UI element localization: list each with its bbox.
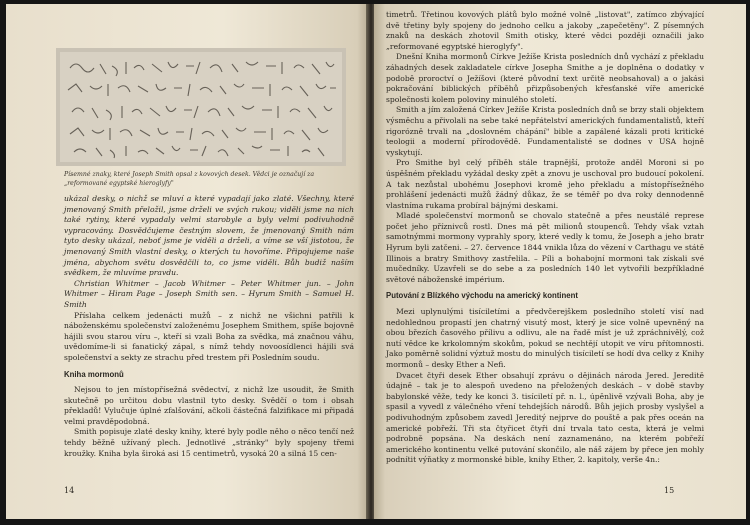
witness-testimony: ukázal desky, o nichž se mluví a které vypadají jako zlaté. Všechny, které jmenovaný Smith přeložil, jsme drželi ve svých rukou; viděli jsme na nich také rytiny, které vypadaly velmi starobyle a byly velmi podivuhodně vypracovány. Dosvědčujeme čestným slovem, že jmenovaný Smith nám tyto desky ukázal, neboť jsme je viděli a drželi, a víme se vší jistotou, že jmenovaný Smith vlastní desky, o kterých tu hovoříme. Připojujeme naše jména, abychom světu dosvědčili to, co jsme viděli. Bůh budiž naším svědkem, že mluvíme pravdu.	[64, 194, 354, 278]
paragraph: Smith a jím založená Církev Ježíše Krista posledních dnů se brzy stali objektem výsměchu a přivolali na sebe také nepřátelství amerických fundamentalistů, kteří rigorózně trvali na „doslovném chápání" bible a zapálené kázali proti kritické teologii a moderní přírodovědě. Fundamentalisté se dodnes v USA hojně vyskytují.	[386, 105, 704, 157]
paragraph: Mladé společenství mormonů se chovalo statečně a přes neustálé represe počet jeho příznivců rostl. Dnes má pět milionů stoupenců. Tehdy však vztah samotnýmmi mormony vyprahly spory, které vedly k tomu, že Joseph a jeho bratr Hyrum byli zatčeni. – 27. července 1844 vnikla lůza do vězení v Carthagu ve státě Illinois a bratry Smithovy zastřelila. – Píli a bohabojní mormoni tak získali své mučedníky. Uzavřeli se do sebe a za posledních 140 let vytvořili bezpříkladné světové náboženské impérium.	[386, 211, 704, 284]
paragraph: Smith popisuje zlaté desky knihy, které byly podle něho o něco tenčí než tehdy běžně užívaný plech. Jednotlivé „stránky" byly spojeny třemi kroužky. Kniha byla široká asi 15 centimetrů, vysoká 20 a silná 15 cen-	[64, 427, 354, 458]
engraved-plate-illustration	[56, 48, 346, 166]
paragraph: Dnešní Kniha mormonů Církve Ježíše Krista posledních dnů vychází z překladu záhadných desek zakladatele církve Josepha Smithe a je doplněna o dodatky v podobě proroctví o Ježíšovi (které původní text určitě neobsahoval) a o jakási pokračování biblických příběhů přizpůsobených křesťanské víře americké společnosti kolem poloviny minulého století.	[386, 52, 704, 104]
book-spread	[6, 4, 746, 519]
paragraph: Pro Smithe byl celý příběh stále trapnější, protože anděl Moroni si po úspěšném překladu vyžádal desky zpět a znovu je uschoval pro budoucí pokolení. A tak nezůstal ubohému Josephovi kromě jeho překladu a místopřísežného prohlášení jedenácti mužů žádný důkaz, že se téměř po dva roky dennodenně vlastníma rukama probíral bájnými deskami.	[386, 158, 704, 210]
paragraph: Mezi uplynulými tisíciletími a předvčerejškem posledního století visí nad nedohlednou propastí jen chatrný visutý most, který je sice volně upevněný na obou březích časového přílivu a odlivu, ale na řadě míst je už zpráchnivělý, což nutí vědce ke krkolomným skokům, pokud se nechtějí utopit ve víru přítomnosti. Jako poměrně solidní výztuž mostu do minulých tisíciletí se hodí dva celky z Knihy mormonů – desky Ether a Nefi.	[386, 307, 704, 369]
section-heading: Putování z Blízkého východu na americký kontinent	[386, 291, 578, 301]
paragraph: Dvacet čtyři desek Ether obsahují zprávu o dějinách národa Jered. Jereditě údajně – tak je to alespoň uvedeno na přeložených deskách – v době stavby babylonské věže, tedy ke konci 3. tisíciletí př. n. l., úpěnlivě vzývali Boha, aby je spasil a vyvedl z válečného vření tehdejších národů. Bůh jejich prosby vyslyšel a podivuhodným způsobem zavedl Jereditý nejprve do pouště a pak přes oceán na americké pobřeží. Tři sta čtyřicet čtyři dní trvala tato cesta, která je velmi podrobně popsána. Na deskách není zaznamenáno, na kterém pobřeží amerického kontinentu velké putování skončilo, ale náš zájem by přece jen mohly podnítit výňatky z mormonské bible, knihy Ether, 2. kapitoly, verše 4n.:	[386, 370, 704, 465]
right-body-text	[386, 10, 704, 466]
right-page	[374, 4, 746, 519]
witness-names: Christian Whitmer – Jacob Whitmer – Peter Whitmer jun. – John Whitmer – Hiram Page – Joseph Smith sen. – Hyrum Smith – Samuel H. Smith	[64, 278, 354, 309]
paragraph: Příslaha celkem jedenácti mužů – z nichž ne všichni patřili k náboženskému společenství založenému Josephem Smithem, spíše bojovně hájili svou starou víru –, kteří si vzali Boha za svědka, má značnou váhu, uvědomíme-li si fanatický zápal, s nímž tehdy novoosídlenci hájili svá společenství a sekty ze strachu před trestem při Posledním soudu.	[64, 310, 354, 362]
left-body-text	[64, 194, 354, 459]
paragraph: timetrů. Třetinou kovových plátů bylo možné volně „listovat", zatímco zbývající dvě třetiny byly spojeny do jednoho celku a jakoby „zapečetěny". Z písemných znaků na deskách zhotovil Smith otisky, které vědci později označili jako „reformované egyptské hieroglyfy".	[386, 10, 704, 51]
paragraph: Nejsou to jen místopřísežná svědectví, z nichž lze usoudit, že Smith skutečně po určitou dobu vlastnil tyto desky. Svědčí o tom i obsah překladů! Vylučuje úplné zfalšování, ačkoli částečná falzifikace mi připadá velmi pravděpodobná.	[64, 385, 354, 426]
page-number-left: 14	[64, 486, 75, 495]
section-heading: Kniha mormonů	[64, 369, 124, 379]
hieroglyph-image	[56, 48, 346, 166]
page-number-right: 15	[664, 486, 675, 495]
left-page	[6, 4, 368, 519]
illustration-caption: Písemné znaky, které Joseph Smith opsal z kovových desek. Vědci je označují za „reformované egyptské hieroglyfy"	[64, 171, 315, 187]
